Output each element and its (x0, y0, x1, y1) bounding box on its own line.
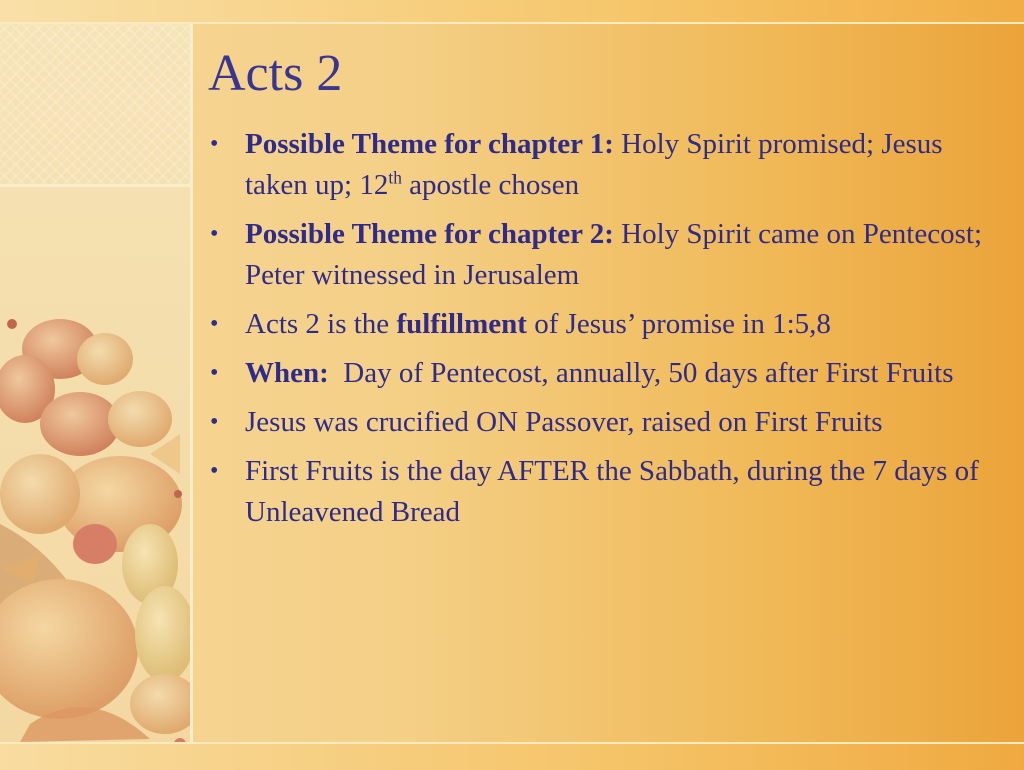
bullet-dot: • (210, 221, 219, 247)
bullet-item: • First Fruits is the day AFTER the Sabbath, during the 7 days of Unleavened Bread (208, 451, 998, 533)
bullet-dot: • (210, 131, 219, 157)
bullet-item: • Possible Theme for chapter 2: Holy Spirit came on Pentecost; Peter witnessed in Jerusalem (208, 214, 998, 296)
slide-content (208, 40, 998, 541)
bullet-dot: • (210, 360, 219, 386)
top-border-strip (0, 0, 1024, 24)
bullet-dot: • (210, 458, 219, 484)
bullet-list (208, 124, 998, 533)
bullet-item: • Acts 2 is the fulfillment of Jesus’ promise in 1:5,8 (208, 304, 998, 345)
panel-divider (190, 24, 193, 742)
bullet-dot: • (210, 409, 219, 435)
bullet-item: • Jesus was crucified ON Passover, raised on First Fruits (208, 402, 998, 443)
bullet-item: • When: Day of Pentecost, annually, 50 days after First Fruits (208, 353, 998, 394)
slide-title: Acts 2 (208, 45, 343, 102)
bullet-item: • Possible Theme for chapter 1: Holy Spirit promised; Jesus taken up; 12th apostle chosen (208, 124, 998, 206)
bullet-dot: • (210, 311, 219, 337)
harvest-illustration (0, 24, 190, 742)
bottom-border-strip (0, 742, 1024, 770)
harvest-cornucopia-image (0, 24, 190, 742)
